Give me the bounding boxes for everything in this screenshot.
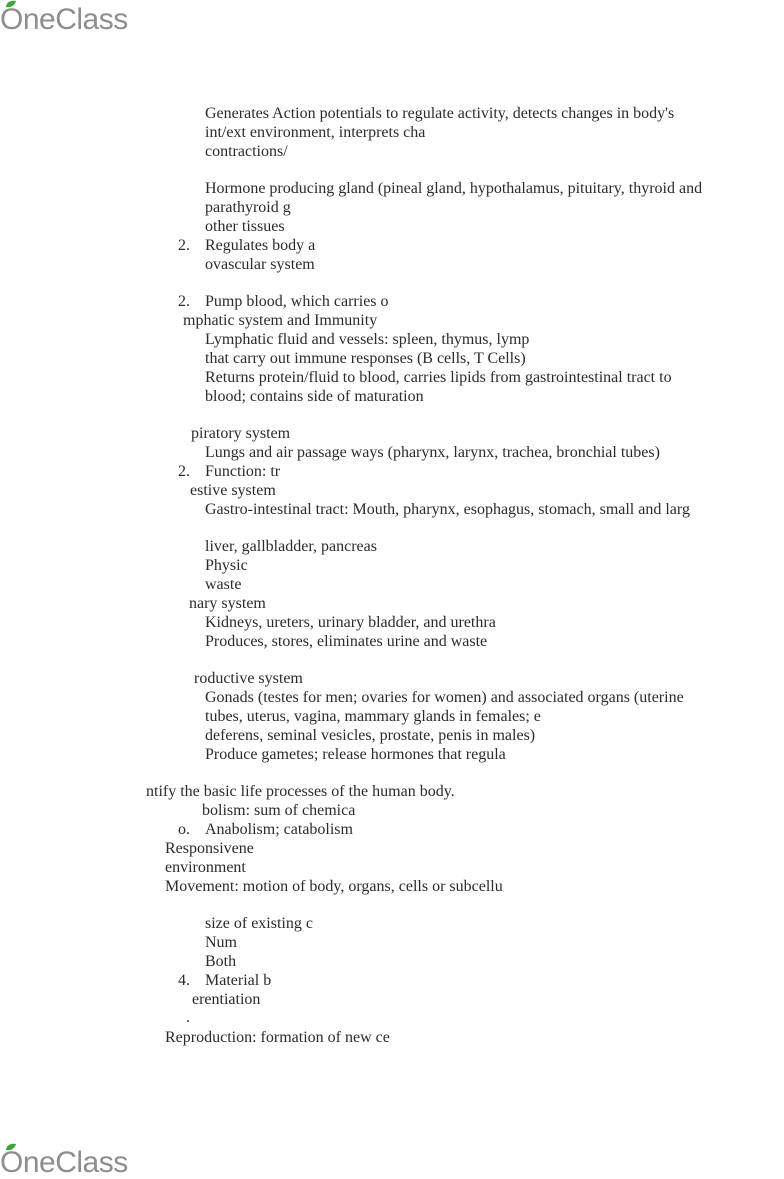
text-line: Produce gametes; release hormones that regula [205, 746, 506, 763]
text-line: tubes, uterus, vagina, mammary glands in females; e [205, 708, 541, 725]
text-line: Anabolism; catabolism [205, 821, 353, 838]
text-line: Movement: motion of body, organs, cells or subcellu [165, 878, 503, 895]
text-line: size of existing c [205, 915, 313, 932]
text-line: bolism: sum of chemica [202, 802, 356, 819]
text-line: that carry out immune responses (B cells, T Cells) [205, 350, 526, 367]
text-line: Both [205, 953, 237, 970]
list-number: 4. [178, 972, 190, 989]
list-number: 2. [178, 237, 190, 254]
text-line: liver, gallbladder, pancreas [205, 538, 377, 555]
text-line: Material b [205, 972, 272, 989]
text-line: piratory system [191, 425, 291, 442]
text-line: nary system [189, 595, 266, 612]
text-line: Num [205, 934, 237, 951]
text-line: estive system [190, 482, 276, 499]
text-line: Function: tr [205, 463, 281, 480]
text-line: roductive system [194, 670, 303, 687]
text-line: erentiation [192, 991, 261, 1008]
text-line: contractions/ [205, 143, 288, 160]
text-line: ovascular system [205, 256, 315, 273]
text-line: Gastro-intestinal tract: Mouth, pharynx, esophagus, stomach, small and larg [205, 501, 690, 518]
text-line: blood; contains side of maturation [205, 388, 424, 405]
text-line: Lungs and air passage ways (pharynx, larynx, trachea, bronchial tubes) [205, 444, 660, 461]
text-line: Lymphatic fluid and vessels: spleen, thymus, lymp [205, 331, 530, 348]
text-line: . [186, 1009, 190, 1026]
text-line: Regulates body a [205, 237, 316, 254]
oneclass-logo-top [0, 0, 128, 36]
brand-name: OneClass [0, 1146, 128, 1179]
text-line: parathyroid g [205, 199, 291, 216]
list-number: 2. [178, 463, 190, 480]
text-line: Returns protein/fluid to blood, carries lipids from gastrointestinal tract to [205, 369, 672, 386]
list-number: o. [178, 821, 190, 838]
text-line: Produces, stores, eliminates urine and waste [205, 633, 488, 650]
text-line: Hormone producing gland (pineal gland, hypothalamus, pituitary, thyroid and [205, 180, 703, 197]
text-line: Responsivene [165, 840, 254, 857]
text-line: Reproduction: formation of new ce [165, 1029, 390, 1046]
text-line: other tissues [205, 218, 285, 235]
text-line: waste [205, 576, 242, 593]
text-line: environment [165, 859, 246, 876]
text-line: Gonads (testes for men; ovaries for women) and associated organs (uterine [205, 689, 684, 706]
text-line: Physic [205, 557, 248, 574]
text-line: Kidneys, ureters, urinary bladder, and urethra [205, 614, 496, 631]
oneclass-logo-bottom [0, 1143, 128, 1179]
text-line: mphatic system and Immunity [183, 312, 378, 329]
brand-name: OneClass [0, 3, 128, 36]
list-number: 2. [178, 293, 190, 310]
text-line: ntify the basic life processes of the human body. [146, 783, 455, 800]
text-line: Pump blood, which carries o [205, 293, 389, 310]
text-line: Generates Action potentials to regulate activity, detects changes in body's [205, 105, 675, 122]
text-line: int/ext environment, interprets cha [205, 124, 426, 141]
text-line: deferens, seminal vesicles, prostate, penis in males) [205, 727, 536, 744]
